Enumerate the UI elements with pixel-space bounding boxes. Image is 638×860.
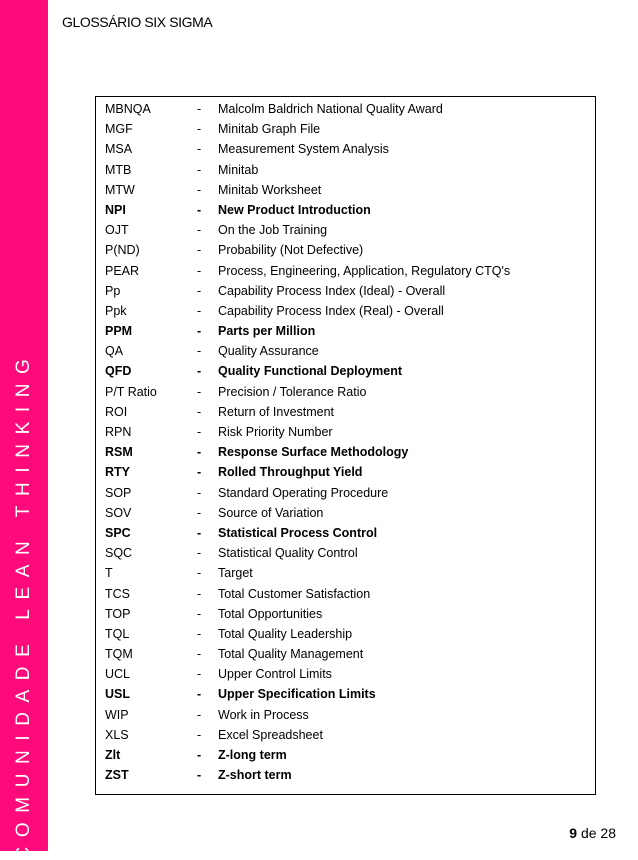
glossary-row (96, 301, 595, 321)
glossary-separator: - (197, 425, 202, 439)
glossary-definition: Z-long term (218, 748, 287, 762)
glossary-separator: - (197, 445, 202, 460)
glossary-separator: - (197, 707, 202, 722)
brand-sidebar (0, 0, 48, 860)
glossary-term: SOP (105, 485, 132, 500)
glossary-definition: Statistical Process Control (218, 525, 378, 540)
glossary-row (96, 624, 595, 644)
glossary-term: ZST (105, 768, 129, 783)
glossary-definition: Z-short term (218, 768, 292, 783)
glossary-term: MTB (105, 162, 132, 177)
glossary-row (96, 442, 595, 462)
glossary-row (96, 745, 595, 765)
glossary-definition: Total Quality Leadership (218, 626, 353, 641)
glossary-definition: Capability Process Index (Ideal) - Overall (218, 283, 446, 298)
total-pages: 28 (600, 825, 616, 841)
glossary-separator: - (197, 263, 202, 278)
glossary-separator: - (197, 465, 202, 480)
glossary-separator: - (197, 505, 202, 520)
glossary-row (96, 604, 595, 624)
page-title: GLOSSÁRIO SIX SIGMA (62, 14, 213, 30)
glossary-definition: Upper Control Limits (218, 667, 332, 682)
glossary-term: NPI (105, 202, 126, 217)
glossary-row (96, 644, 595, 664)
glossary-definition: Risk Priority Number (218, 425, 333, 439)
glossary-separator: - (197, 626, 202, 641)
glossary-separator: - (197, 546, 202, 561)
glossary-term: RSM (105, 445, 133, 460)
glossary-term: QA (105, 344, 124, 359)
glossary-term: PEAR (105, 263, 140, 278)
glossary-term: Pp (105, 283, 121, 298)
glossary-row (96, 523, 595, 543)
glossary-term: XLS (105, 727, 129, 742)
glossary-row (96, 361, 595, 381)
glossary-row (96, 382, 595, 402)
glossary-definition: Quality Functional Deployment (218, 364, 403, 379)
glossary-row (96, 139, 595, 159)
glossary-separator: - (197, 303, 202, 318)
glossary-row (96, 180, 595, 200)
glossary-definition: New Product Introduction (218, 202, 371, 217)
current-page: 9 (569, 825, 578, 841)
glossary-row (96, 684, 595, 704)
glossary-term: Ppk (105, 303, 127, 318)
glossary-term: USL (105, 687, 130, 702)
glossary-term: SQC (105, 546, 133, 561)
glossary-term: MTW (105, 182, 135, 197)
glossary-term: T (105, 566, 113, 581)
glossary-separator: - (197, 202, 202, 217)
glossary-row (96, 765, 595, 785)
glossary-term: RTY (105, 465, 130, 480)
glossary-separator: - (197, 243, 202, 258)
glossary-row (96, 664, 595, 684)
glossary-term: P(ND) (105, 243, 140, 258)
glossary-separator: - (197, 748, 202, 762)
glossary-row (96, 99, 595, 119)
glossary-definition: Process, Engineering, Application, Regulatory CTQ's (218, 263, 511, 278)
glossary-row (96, 543, 595, 563)
glossary-separator: - (197, 566, 202, 581)
glossary-definition: On the Job Training (218, 223, 328, 238)
glossary-definition: Standard Operating Procedure (218, 485, 389, 500)
glossary-separator: - (197, 687, 202, 702)
glossary-definition: Measurement System Analysis (218, 142, 389, 157)
glossary-row (96, 422, 595, 442)
glossary-term: QFD (105, 364, 132, 379)
glossary-definition: Source of Variation (218, 505, 324, 520)
glossary-separator: - (197, 283, 202, 298)
sidebar-brand-text: COMUNIDADE LEAN THINKING (13, 349, 34, 860)
glossary-list (96, 99, 595, 785)
glossary-separator: - (197, 223, 202, 238)
glossary-separator: - (197, 324, 202, 339)
glossary-separator: - (197, 768, 202, 783)
glossary-term: RPN (105, 425, 132, 439)
glossary-row (96, 261, 595, 281)
glossary-separator: - (197, 122, 202, 137)
glossary-row (96, 725, 595, 745)
glossary-term: TCS (105, 586, 130, 601)
glossary-term: WIP (105, 707, 129, 722)
glossary-row (96, 462, 595, 482)
glossary-definition: Minitab Worksheet (218, 182, 322, 197)
glossary-separator: - (197, 667, 202, 682)
glossary-row (96, 483, 595, 503)
glossary-term: TQL (105, 626, 130, 641)
glossary-definition: Minitab (218, 162, 259, 177)
glossary-term: SPC (105, 525, 131, 540)
glossary-row (96, 563, 595, 583)
glossary-separator: - (197, 384, 202, 399)
glossary-separator: - (197, 404, 202, 419)
glossary-definition: Total Opportunities (218, 606, 323, 621)
glossary-term: MGF (105, 122, 133, 137)
glossary-row (96, 281, 595, 301)
glossary-separator: - (197, 142, 202, 157)
glossary-term: TOP (105, 606, 131, 621)
glossary-term: OJT (105, 223, 129, 238)
glossary-definition: Response Surface Methodology (218, 445, 409, 460)
glossary-term: PPM (105, 324, 133, 339)
glossary-definition: Rolled Throughput Yield (218, 465, 363, 480)
glossary-separator: - (197, 162, 202, 177)
glossary-definition: Precision / Tolerance Ratio (218, 384, 367, 399)
glossary-term: SOV (105, 505, 132, 520)
glossary-definition: Statistical Quality Control (218, 546, 358, 561)
glossary-term: UCL (105, 667, 131, 682)
glossary-row (96, 200, 595, 220)
glossary-separator: - (197, 364, 202, 379)
glossary-row (96, 341, 595, 361)
glossary-definition: Minitab Graph File (218, 122, 321, 137)
glossary-definition: Upper Specification Limits (218, 687, 376, 702)
glossary-table (95, 96, 596, 795)
glossary-separator: - (197, 485, 202, 500)
glossary-definition: Malcolm Baldrich National Quality Award (218, 102, 443, 116)
glossary-definition: Total Customer Satisfaction (218, 586, 371, 601)
glossary-definition: Target (218, 566, 253, 581)
glossary-term: MSA (105, 142, 133, 157)
glossary-definition: Excel Spreadsheet (218, 727, 323, 742)
glossary-row (96, 119, 595, 139)
glossary-row (96, 220, 595, 240)
glossary-term: TQM (105, 647, 133, 662)
glossary-definition: Work in Process (218, 707, 309, 722)
glossary-definition: Parts per Million (218, 324, 316, 339)
page-of-label: de (580, 825, 597, 841)
glossary-term: P/T Ratio (105, 384, 157, 399)
glossary-row (96, 705, 595, 725)
glossary-row (96, 240, 595, 260)
glossary-term: MBNQA (105, 102, 151, 116)
glossary-separator: - (197, 586, 202, 601)
glossary-separator: - (197, 182, 202, 197)
page-number (569, 825, 616, 841)
glossary-row (96, 503, 595, 523)
glossary-term: Zlt (105, 748, 121, 762)
glossary-definition: Capability Process Index (Real) - Overall (218, 303, 444, 318)
glossary-row (96, 321, 595, 341)
glossary-definition: Return of Investment (218, 404, 335, 419)
glossary-separator: - (197, 727, 202, 742)
glossary-definition: Quality Assurance (218, 344, 319, 359)
glossary-separator: - (197, 606, 202, 621)
glossary-row (96, 402, 595, 422)
glossary-separator: - (197, 344, 202, 359)
glossary-definition: Probability (Not Defective) (218, 243, 364, 258)
glossary-row (96, 160, 595, 180)
glossary-separator: - (197, 102, 202, 116)
glossary-row (96, 584, 595, 604)
glossary-separator: - (197, 525, 202, 540)
glossary-term: ROI (105, 404, 128, 419)
glossary-definition: Total Quality Management (218, 647, 364, 662)
glossary-separator: - (197, 647, 202, 662)
